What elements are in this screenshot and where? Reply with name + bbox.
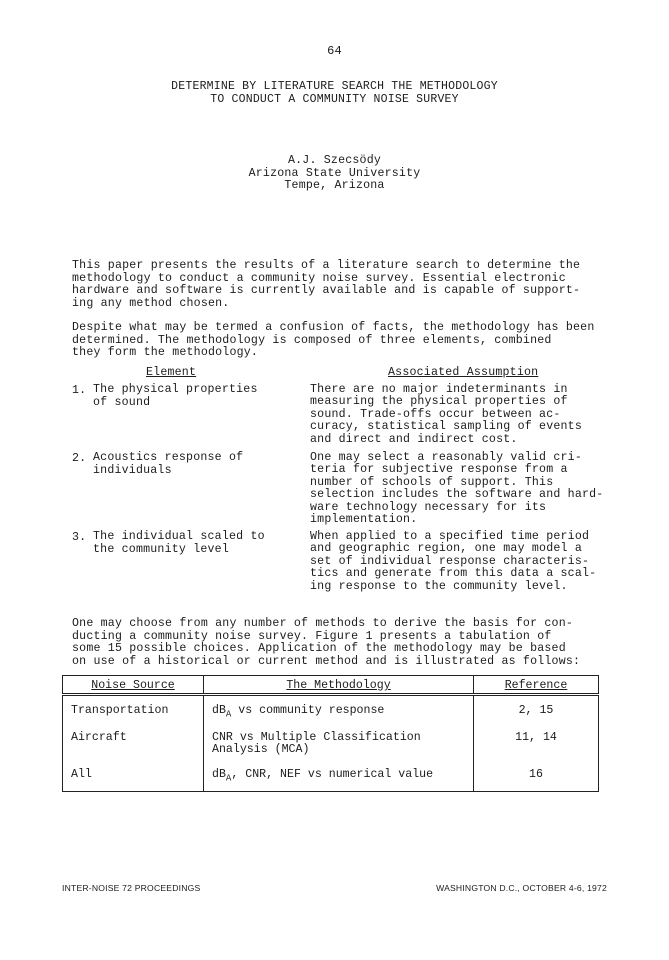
element-number: 1. [72, 384, 87, 397]
table-row [63, 757, 599, 791]
author-location: Tempe, Arizona [284, 179, 385, 192]
header-noise-source: Noise Source [63, 676, 204, 695]
assumption-column-header: Associated Assumption [388, 366, 539, 379]
footer-proceedings: INTER-NOISE 72 PROCEEDINGS [62, 883, 201, 893]
element-text: Acoustics response of individuals [93, 451, 244, 477]
paragraph-methods: One may choose from any number of methods to derive the basis for con- ducting a community noise survey. Figure 1 presents a tabulation of some 15 possible choices. Application of the methodology may be based on use of a historical or current method and is illustrated as follows: [72, 617, 581, 668]
cell-source: Transportation [63, 695, 204, 721]
element-number: 2. [72, 452, 87, 465]
page-number: 64 [327, 44, 342, 58]
table-row [63, 695, 599, 721]
paragraph-abstract: This paper presents the results of a literature search to determine the methodology to conduct a community noise survey. Essential electronic hardware and software is currently available and is capable of support- ing any method chosen. [72, 259, 581, 310]
title-line-2: TO CONDUCT A COMMUNITY NOISE SURVEY [210, 93, 459, 106]
assumption-text: One may select a reasonably valid cri- teria for subjective response from a number of schools of support. This selection includes the software and hard- ware technology necessary for its implementation. [310, 451, 604, 527]
paper-title [0, 80, 669, 106]
cell-reference: 2, 15 [518, 704, 554, 717]
author-block [0, 155, 669, 193]
cell-method: $dB_A$, CNR, NEF vs numerical value [204, 757, 474, 791]
cell-method: CNR vs Multiple Classification Analysis (MCA) [204, 721, 474, 757]
paragraph-methodology: Despite what may be termed a confusion of facts, the methodology has been determined. The methodology is composed of three elements, combined they form the methodology. [72, 321, 595, 359]
cell-reference: 11, 14 [515, 730, 557, 744]
methods-table [62, 675, 599, 792]
table-row [63, 721, 599, 757]
element-number: 3. [72, 531, 87, 544]
author-name: A.J. Szecsödy [287, 154, 382, 167]
element-column-header: Element [146, 366, 197, 379]
assumption-text: There are no major indeterminants in measuring the physical properties of sound. Trade-offs occur between ac- curacy, statistical sampling of events and direct and indirect cost. [310, 383, 582, 446]
header-reference: Reference [474, 676, 599, 695]
table-header-row [63, 676, 599, 695]
footer-location-date: WASHINGTON D.C., OCTOBER 4-6, 1972 [436, 883, 607, 893]
cell-source: All [63, 757, 204, 791]
header-methodology: The Methodology [204, 676, 474, 695]
element-text: The physical properties of sound [93, 383, 258, 409]
cell-source: Aircraft [63, 721, 204, 757]
element-text: The individual scaled to the community level [93, 530, 265, 556]
cell-method: $dB_A$ vs community response [204, 695, 474, 721]
author-affiliation: Arizona State University [248, 166, 421, 180]
cell-reference: 16 [529, 767, 543, 781]
title-line-1: DETERMINE BY LITERATURE SEARCH THE METHODOLOGY [171, 80, 498, 93]
assumption-text: When applied to a specified time period and geographic region, one may model a set of individual response characteris- tics and generate from this data a scal- ing response to the community level. [310, 530, 597, 593]
